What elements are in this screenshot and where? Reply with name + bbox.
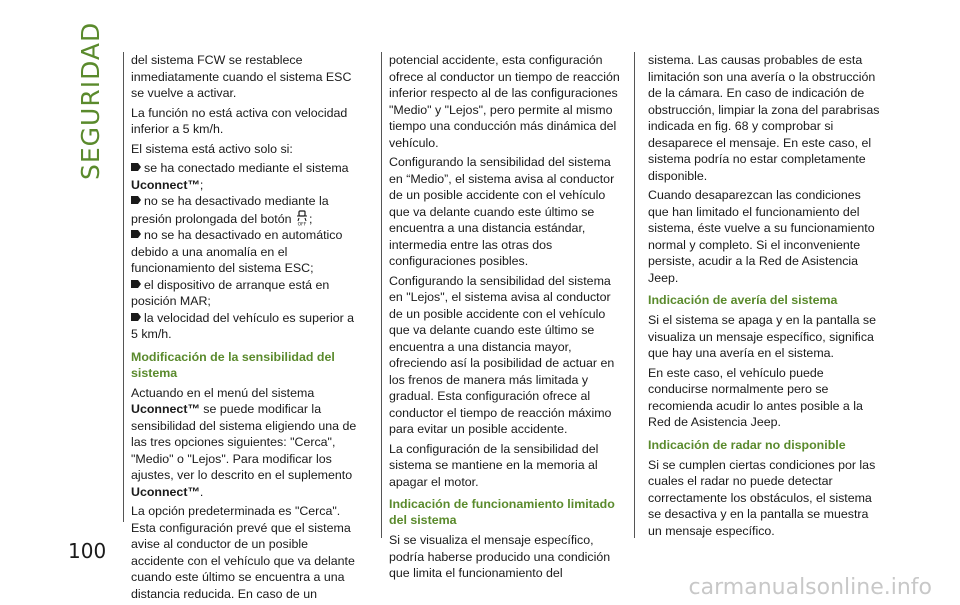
column-divider-middle	[381, 52, 382, 538]
paragraph: Configurando la sensibilidad del sistema en "Lejos", el sistema avisa al conductor de un posible accidente con el vehículo que va delante cuando este último se encuentra a una distancia mayor, ofreciendo así la posibilidad de actuar en los frenos de manera más limitada y gradual. Esta configuración ofrece al conductor el tiempo de reacción máximo para evitar un posible accidente.	[389, 273, 615, 436]
bullet-icon	[131, 163, 141, 171]
list-item: no se ha desactivado en automático debido a una anomalía en el funcionamiento del sistema ESC;	[131, 228, 343, 275]
column-3	[648, 52, 884, 542]
column-1	[131, 52, 363, 605]
section-heading: Modificación de la sensibilidad del sistema	[131, 349, 335, 380]
bullet-icon	[131, 230, 141, 238]
list-item: el dispositivo de arranque está en posición MAR;	[131, 277, 330, 308]
column-divider-left	[123, 52, 124, 522]
paragraph: En este caso, el vehículo puede conducirse normalmente pero se recomienda acudir lo antes posible a la Red de Asistencia Jeep.	[648, 365, 863, 429]
bullet-icon	[131, 280, 141, 288]
paragraph: potencial accidente, esta configuración ofrece al conductor un tiempo de reacción inferior respecto al de las configuraciones "Medio" y "Lejos", pero permite al mismo tiempo una conducción más dinámica del vehículo.	[389, 53, 620, 150]
section-title	[66, 21, 116, 180]
list-item: se ha conectado mediante el sistema Uconnect™;	[131, 161, 349, 192]
section-title-text: SEGURIDAD	[76, 21, 105, 180]
list-item: no se ha desactivado mediante la presión prolongada del botón OFF ;	[131, 194, 329, 226]
svg-text:OFF: OFF	[297, 222, 307, 226]
paragraph: Actuando en el menú del sistema Uconnect™ se puede modificar la sensibilidad del sistema eligiendo una de las tres opciones siguientes: "Cerca", "Medio" o "Lejos". Para modificar los ajustes, ver lo descrito en el suplemento Uconnect™.	[131, 385, 357, 499]
list-item: la velocidad del vehículo es superior a 5 km/h.	[131, 310, 355, 341]
section-heading: Indicación de avería del sistema	[648, 293, 838, 307]
bullet-icon	[131, 196, 141, 204]
paragraph: sistema. Las causas probables de esta limitación son una avería o la obstrucción de la cámara. En caso de indicación de obstrucción, limpiar la zona del parabrisas indicada en fig. 68 y comprobar si desaparece el mensaje. En este caso, el sistema podría no estar completamente disponible.	[648, 53, 880, 183]
paragraph: La configuración de la sensibilidad del sistema se mantiene en la memoria al apagar el motor.	[389, 441, 599, 489]
paragraph: Configurando la sensibilidad del sistema en “Medio”, el sistema avisa al conductor de un posible accidente con el vehículo que va delante cuando este último se encuentra a una distancia estándar, intermedia entre las otras dos configuraciones posibles.	[389, 155, 615, 268]
paragraph: Si se visualiza el mensaje específico, podría haberse producido una condición que limita el funcionamiento del	[389, 533, 611, 580]
bullet-icon	[131, 313, 141, 321]
fcw-off-button-icon	[295, 210, 309, 226]
watermark: carmanualsonline.info	[688, 575, 932, 600]
section-heading: Indicación de funcionamiento limitado del sistema	[389, 497, 615, 527]
page-number: 100	[68, 539, 107, 563]
section-heading: Indicación de radar no disponible	[648, 437, 846, 452]
column-2	[389, 52, 621, 585]
paragraph: Cuando desaparezcan las condiciones que han limitado el funcionamiento del sistema, éste vuelve a su funcionamiento normal y completo. Si el inconveniente persiste, acudir a la Red de Asistencia Jeep.	[648, 188, 875, 285]
paragraph: Si se cumplen ciertas condiciones por las cuales el radar no puede detectar correctamente los obstáculos, el sistema se desactiva y en la pantalla se muestra un mensaje específico.	[648, 457, 876, 538]
paragraph: La opción predeterminada es "Cerca". Esta configuración prevé que el sistema avise al conductor de un posible accidente con el vehículo que va delante cuando este último se encuentra a una distancia reducida. En caso de un	[131, 504, 355, 601]
column-divider-right	[634, 52, 635, 538]
paragraph: del sistema FCW se restablece inmediatamente cuando el sistema ESC se vuelve a activar.	[131, 53, 352, 100]
paragraph: El sistema está activo solo si:	[131, 141, 293, 156]
paragraph: La función no está activa con velocidad inferior a 5 km/h.	[131, 105, 348, 136]
paragraph: Si el sistema se apaga y en la pantalla se visualiza un mensaje específico, significa que hay una avería en el sistema.	[648, 313, 876, 360]
